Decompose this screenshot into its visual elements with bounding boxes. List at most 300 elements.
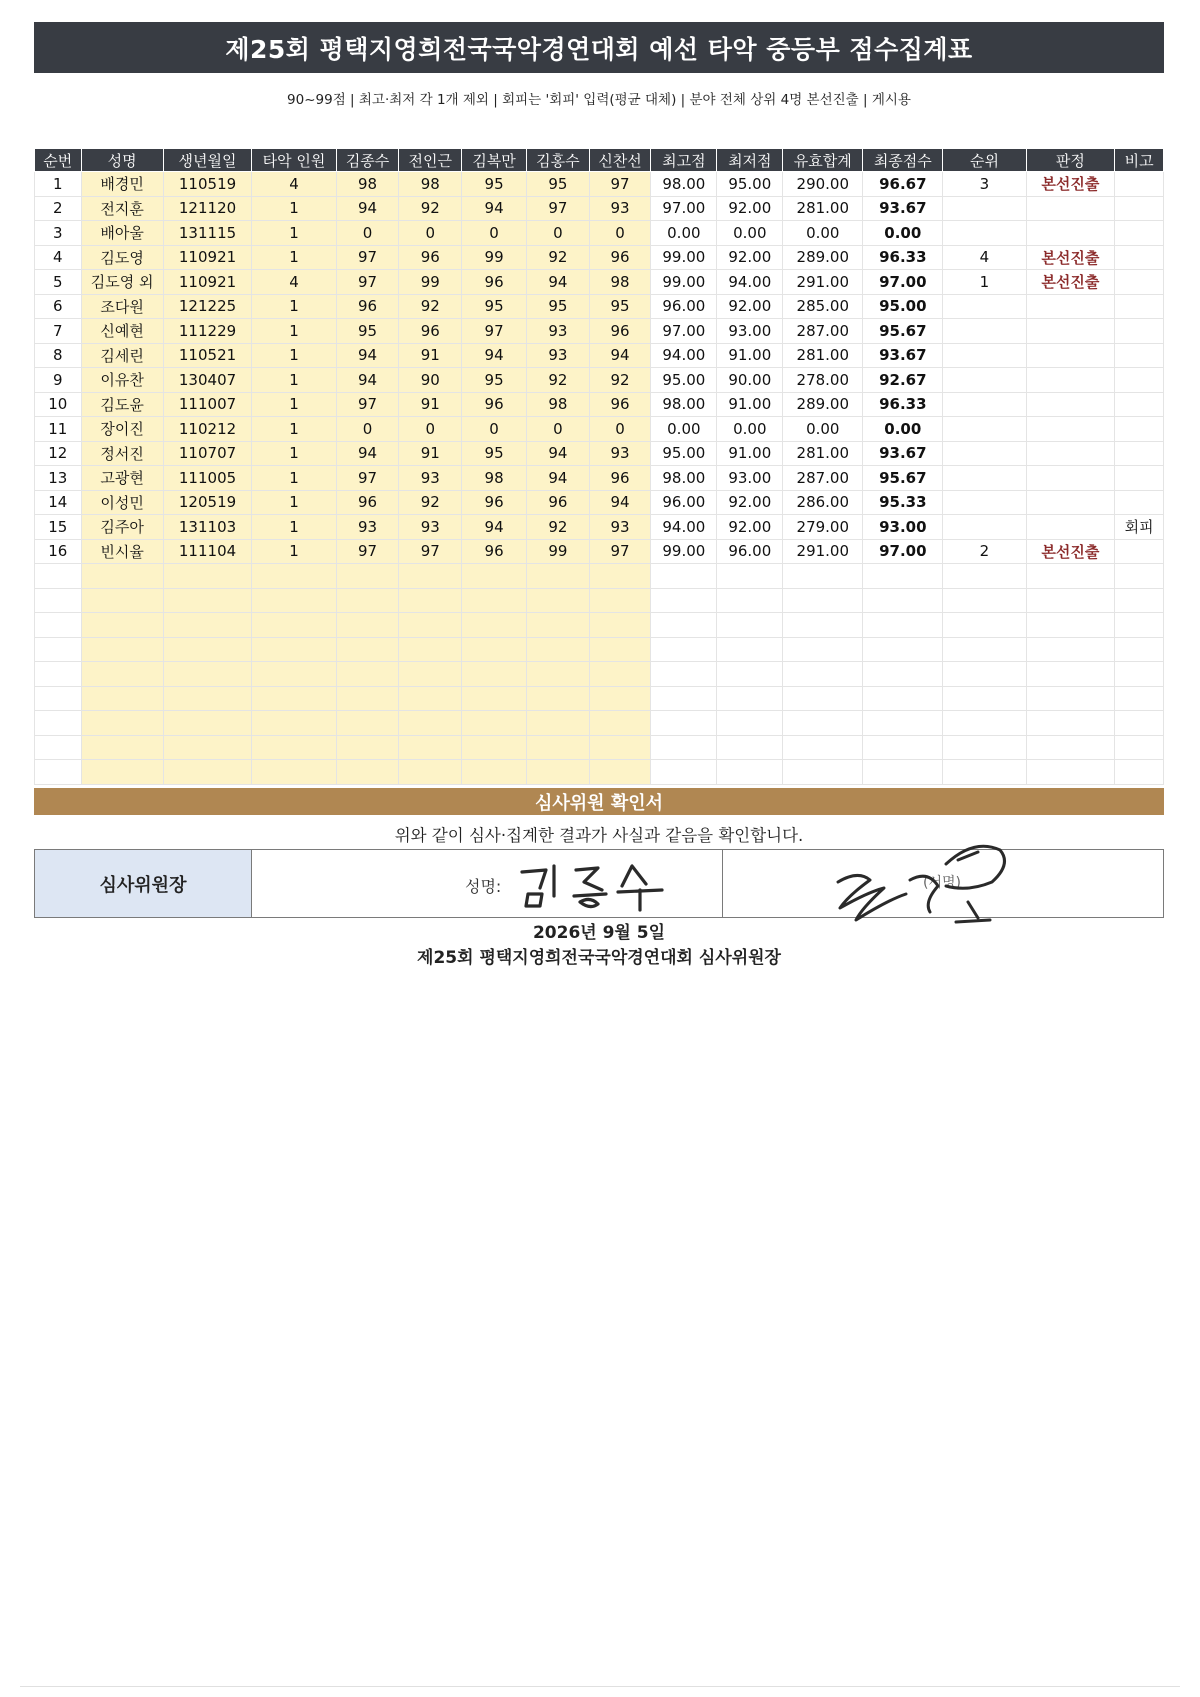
- cell-s3: 96: [462, 392, 527, 417]
- empty-cell: [863, 613, 943, 638]
- cell-name: 전지훈: [81, 196, 163, 221]
- cell-no: 1: [35, 172, 82, 197]
- cell-final: 95.67: [863, 319, 943, 344]
- cell-s1: 97: [336, 539, 399, 564]
- cell-s2: 92: [399, 196, 462, 221]
- empty-cell: [252, 564, 336, 589]
- cell-count: 1: [252, 490, 336, 515]
- cell-s1: 97: [336, 392, 399, 417]
- cell-s1: 94: [336, 343, 399, 368]
- col-header: 순위: [943, 149, 1026, 172]
- page-bottom-divider: [20, 1686, 1180, 1687]
- cell-max: 94.00: [651, 343, 717, 368]
- empty-cell: [35, 613, 82, 638]
- cell-note: [1115, 490, 1164, 515]
- cell-final: 95.00: [863, 294, 943, 319]
- empty-cell: [717, 686, 783, 711]
- empty-row: [35, 735, 1164, 760]
- cell-s1: 95: [336, 319, 399, 344]
- cell-no: 11: [35, 417, 82, 442]
- empty-cell: [81, 662, 163, 687]
- confirm-heading: 심사위원 확인서: [34, 788, 1164, 815]
- empty-cell: [252, 588, 336, 613]
- cell-verdict: [1026, 319, 1115, 344]
- empty-cell: [163, 662, 252, 687]
- empty-cell: [589, 686, 651, 711]
- cell-s5: 95: [589, 294, 651, 319]
- empty-cell: [527, 686, 590, 711]
- cell-rank: [943, 466, 1026, 491]
- empty-cell: [81, 686, 163, 711]
- cell-s2: 0: [399, 221, 462, 246]
- empty-cell: [717, 760, 783, 785]
- cell-count: 1: [252, 319, 336, 344]
- cell-s4: 0: [527, 221, 590, 246]
- cell-min: 0.00: [717, 221, 783, 246]
- col-header: 최고점: [651, 149, 717, 172]
- cell-s5: 97: [589, 539, 651, 564]
- empty-cell: [863, 686, 943, 711]
- col-header: 최저점: [717, 149, 783, 172]
- cell-s4: 99: [527, 539, 590, 564]
- cell-s5: 0: [589, 417, 651, 442]
- cell-min: 92.00: [717, 196, 783, 221]
- empty-cell: [336, 613, 399, 638]
- empty-cell: [399, 588, 462, 613]
- cell-sum: 279.00: [783, 515, 863, 540]
- cell-count: 1: [252, 196, 336, 221]
- cell-sum: 291.00: [783, 539, 863, 564]
- table-row: [35, 245, 1164, 270]
- cell-s4: 0: [527, 417, 590, 442]
- cell-no: 4: [35, 245, 82, 270]
- cell-min: 92.00: [717, 294, 783, 319]
- empty-cell: [527, 711, 590, 736]
- empty-cell: [943, 711, 1026, 736]
- col-header: 생년월일: [163, 149, 252, 172]
- cell-min: 92.00: [717, 490, 783, 515]
- empty-cell: [252, 760, 336, 785]
- empty-row: [35, 613, 1164, 638]
- empty-row: [35, 637, 1164, 662]
- empty-cell: [783, 760, 863, 785]
- empty-cell: [863, 662, 943, 687]
- confirm-date: 2026년 9월 5일: [532, 923, 666, 943]
- empty-cell: [527, 662, 590, 687]
- empty-cell: [527, 735, 590, 760]
- cell-min: 96.00: [717, 539, 783, 564]
- table-body: [35, 172, 1164, 785]
- empty-cell: [589, 637, 651, 662]
- empty-cell: [651, 711, 717, 736]
- empty-cell: [462, 588, 527, 613]
- cell-sum: 287.00: [783, 466, 863, 491]
- cell-final: 92.67: [863, 368, 943, 393]
- cell-rank: [943, 294, 1026, 319]
- empty-cell: [527, 613, 590, 638]
- empty-cell: [783, 613, 863, 638]
- cell-rank: [943, 417, 1026, 442]
- cell-note: [1115, 368, 1164, 393]
- cell-verdict: [1026, 441, 1115, 466]
- empty-cell: [35, 637, 82, 662]
- empty-cell: [336, 637, 399, 662]
- cell-s2: 96: [399, 319, 462, 344]
- cell-s3: 0: [462, 221, 527, 246]
- empty-cell: [527, 760, 590, 785]
- cell-sum: 287.00: [783, 319, 863, 344]
- cell-name: 조다원: [81, 294, 163, 319]
- cell-rank: [943, 515, 1026, 540]
- empty-cell: [1115, 564, 1164, 589]
- empty-cell: [717, 564, 783, 589]
- empty-cell: [35, 662, 82, 687]
- cell-no: 14: [35, 490, 82, 515]
- cell-rank: [943, 490, 1026, 515]
- cell-s4: 92: [527, 368, 590, 393]
- col-header: 최종점수: [863, 149, 943, 172]
- empty-cell: [1115, 662, 1164, 687]
- cell-s2: 91: [399, 441, 462, 466]
- cell-name: 장이진: [81, 417, 163, 442]
- cell-count: 1: [252, 392, 336, 417]
- cell-s2: 97: [399, 539, 462, 564]
- cell-verdict: 본선진출: [1026, 270, 1115, 295]
- cell-s5: 93: [589, 196, 651, 221]
- cell-final: 95.33: [863, 490, 943, 515]
- chief-judge-label: 심사위원장: [35, 850, 252, 917]
- cell-final: 96.33: [863, 392, 943, 417]
- cell-s2: 98: [399, 172, 462, 197]
- cell-sum: 281.00: [783, 441, 863, 466]
- cell-count: 1: [252, 441, 336, 466]
- cell-max: 99.00: [651, 539, 717, 564]
- empty-cell: [783, 735, 863, 760]
- seal-cell: [723, 850, 1163, 917]
- cell-s4: 94: [527, 441, 590, 466]
- empty-cell: [863, 637, 943, 662]
- empty-cell: [783, 564, 863, 589]
- cell-s2: 91: [399, 343, 462, 368]
- cell-s1: 97: [336, 466, 399, 491]
- cell-note: [1115, 392, 1164, 417]
- cell-s2: 91: [399, 392, 462, 417]
- empty-row: [35, 662, 1164, 687]
- cell-no: 15: [35, 515, 82, 540]
- empty-cell: [81, 637, 163, 662]
- empty-cell: [399, 637, 462, 662]
- cell-note: [1115, 466, 1164, 491]
- cell-count: 1: [252, 294, 336, 319]
- empty-cell: [943, 637, 1026, 662]
- cell-s3: 99: [462, 245, 527, 270]
- cell-note: 회피: [1115, 515, 1164, 540]
- table-row: [35, 196, 1164, 221]
- empty-cell: [1115, 735, 1164, 760]
- cell-sum: 281.00: [783, 343, 863, 368]
- empty-cell: [783, 711, 863, 736]
- empty-cell: [589, 662, 651, 687]
- cell-s5: 96: [589, 319, 651, 344]
- cell-max: 99.00: [651, 270, 717, 295]
- empty-cell: [651, 588, 717, 613]
- empty-cell: [163, 760, 252, 785]
- empty-cell: [651, 637, 717, 662]
- table-row: [35, 392, 1164, 417]
- cell-count: 1: [252, 245, 336, 270]
- table-row: [35, 441, 1164, 466]
- cell-note: [1115, 245, 1164, 270]
- cell-name: 이성민: [81, 490, 163, 515]
- cell-rank: [943, 196, 1026, 221]
- cell-s3: 96: [462, 490, 527, 515]
- cell-s1: 0: [336, 417, 399, 442]
- empty-cell: [589, 760, 651, 785]
- cell-s3: 94: [462, 343, 527, 368]
- cell-sum: 278.00: [783, 368, 863, 393]
- cell-rank: [943, 368, 1026, 393]
- cell-final: 93.67: [863, 196, 943, 221]
- cell-name: 배아울: [81, 221, 163, 246]
- empty-row: [35, 564, 1164, 589]
- cell-final: 0.00: [863, 417, 943, 442]
- cell-note: [1115, 539, 1164, 564]
- cell-s3: 0: [462, 417, 527, 442]
- empty-cell: [783, 662, 863, 687]
- table-row: [35, 294, 1164, 319]
- cell-no: 6: [35, 294, 82, 319]
- cell-name: 김주아: [81, 515, 163, 540]
- cell-min: 92.00: [717, 245, 783, 270]
- empty-cell: [589, 613, 651, 638]
- empty-cell: [81, 564, 163, 589]
- cell-birth: 131115: [163, 221, 252, 246]
- empty-cell: [651, 662, 717, 687]
- empty-cell: [35, 564, 82, 589]
- cell-s4: 94: [527, 270, 590, 295]
- cell-s1: 0: [336, 221, 399, 246]
- cell-no: 10: [35, 392, 82, 417]
- empty-cell: [1115, 637, 1164, 662]
- cell-s1: 97: [336, 245, 399, 270]
- empty-cell: [943, 662, 1026, 687]
- empty-cell: [35, 735, 82, 760]
- col-header: 김복만: [462, 149, 527, 172]
- empty-cell: [81, 613, 163, 638]
- empty-cell: [336, 588, 399, 613]
- empty-cell: [35, 760, 82, 785]
- empty-cell: [589, 735, 651, 760]
- cell-s3: 98: [462, 466, 527, 491]
- page-subtitle: 90~99점 | 최고·최저 각 1개 제외 | 회피는 '회피' 입력(평균 대체) | 분야 전체 상위 4명 본선진출 | 게시용: [287, 92, 911, 108]
- cell-s1: 93: [336, 515, 399, 540]
- cell-count: 1: [252, 539, 336, 564]
- cell-no: 2: [35, 196, 82, 221]
- empty-cell: [336, 686, 399, 711]
- empty-cell: [651, 735, 717, 760]
- cell-final: 95.67: [863, 466, 943, 491]
- cell-birth: 111229: [163, 319, 252, 344]
- empty-cell: [399, 613, 462, 638]
- cell-final: 93.67: [863, 343, 943, 368]
- empty-cell: [717, 662, 783, 687]
- cell-note: [1115, 221, 1164, 246]
- empty-cell: [1115, 760, 1164, 785]
- empty-cell: [252, 637, 336, 662]
- empty-cell: [589, 588, 651, 613]
- cell-s4: 95: [527, 172, 590, 197]
- empty-cell: [35, 686, 82, 711]
- empty-cell: [863, 564, 943, 589]
- cell-verdict: 본선진출: [1026, 172, 1115, 197]
- cell-note: [1115, 343, 1164, 368]
- cell-verdict: [1026, 392, 1115, 417]
- table-row: [35, 515, 1164, 540]
- cell-birth: 110519: [163, 172, 252, 197]
- empty-cell: [943, 686, 1026, 711]
- cell-verdict: [1026, 368, 1115, 393]
- cell-verdict: [1026, 515, 1115, 540]
- empty-cell: [651, 760, 717, 785]
- cell-min: 94.00: [717, 270, 783, 295]
- cell-name: 김도영: [81, 245, 163, 270]
- cell-birth: 121225: [163, 294, 252, 319]
- cell-max: 96.00: [651, 490, 717, 515]
- empty-cell: [163, 588, 252, 613]
- empty-row: [35, 588, 1164, 613]
- empty-cell: [252, 686, 336, 711]
- cell-min: 0.00: [717, 417, 783, 442]
- cell-s1: 96: [336, 294, 399, 319]
- cell-final: 93.67: [863, 441, 943, 466]
- cell-verdict: [1026, 221, 1115, 246]
- cell-rank: [943, 441, 1026, 466]
- cell-s4: 94: [527, 466, 590, 491]
- empty-cell: [783, 686, 863, 711]
- cell-s2: 99: [399, 270, 462, 295]
- table-row: [35, 221, 1164, 246]
- cell-rank: 2: [943, 539, 1026, 564]
- empty-cell: [943, 613, 1026, 638]
- cell-note: [1115, 196, 1164, 221]
- cell-max: 97.00: [651, 196, 717, 221]
- cell-max: 98.00: [651, 392, 717, 417]
- cell-s5: 94: [589, 343, 651, 368]
- cell-final: 0.00: [863, 221, 943, 246]
- cell-s4: 92: [527, 515, 590, 540]
- empty-cell: [589, 564, 651, 589]
- empty-cell: [943, 564, 1026, 589]
- cell-s3: 94: [462, 196, 527, 221]
- empty-cell: [651, 613, 717, 638]
- cell-s5: 96: [589, 466, 651, 491]
- empty-cell: [863, 735, 943, 760]
- cell-s3: 95: [462, 441, 527, 466]
- empty-cell: [462, 686, 527, 711]
- empty-cell: [336, 564, 399, 589]
- cell-verdict: [1026, 466, 1115, 491]
- empty-cell: [943, 588, 1026, 613]
- score-table: [34, 148, 1164, 785]
- cell-no: 16: [35, 539, 82, 564]
- cell-s1: 94: [336, 368, 399, 393]
- cell-min: 92.00: [717, 515, 783, 540]
- empty-cell: [1026, 735, 1115, 760]
- cell-sum: 285.00: [783, 294, 863, 319]
- cell-rank: [943, 319, 1026, 344]
- name-cell: [252, 850, 723, 917]
- cell-s3: 95: [462, 294, 527, 319]
- cell-birth: 110212: [163, 417, 252, 442]
- cell-rank: 1: [943, 270, 1026, 295]
- cell-s4: 93: [527, 319, 590, 344]
- cell-s4: 97: [527, 196, 590, 221]
- col-header: 전인근: [399, 149, 462, 172]
- page-title: 제25회 평택지영희전국국악경연대회 예선 타악 중등부 점수집계표: [34, 22, 1164, 73]
- cell-birth: 121120: [163, 196, 252, 221]
- empty-cell: [1026, 711, 1115, 736]
- empty-cell: [462, 711, 527, 736]
- cell-s1: 96: [336, 490, 399, 515]
- cell-max: 95.00: [651, 368, 717, 393]
- signature-box: [34, 849, 1164, 918]
- empty-cell: [1026, 613, 1115, 638]
- empty-cell: [527, 564, 590, 589]
- col-header: 유효합계: [783, 149, 863, 172]
- cell-s2: 96: [399, 245, 462, 270]
- cell-verdict: 본선진출: [1026, 245, 1115, 270]
- cell-count: 1: [252, 515, 336, 540]
- cell-birth: 111005: [163, 466, 252, 491]
- cell-name: 고광현: [81, 466, 163, 491]
- cell-birth: 111104: [163, 539, 252, 564]
- table-row: [35, 172, 1164, 197]
- empty-cell: [336, 760, 399, 785]
- cell-max: 98.00: [651, 172, 717, 197]
- cell-s5: 96: [589, 245, 651, 270]
- cell-s5: 93: [589, 515, 651, 540]
- empty-cell: [717, 588, 783, 613]
- cell-verdict: [1026, 343, 1115, 368]
- empty-cell: [163, 564, 252, 589]
- cell-min: 91.00: [717, 343, 783, 368]
- cell-s4: 93: [527, 343, 590, 368]
- empty-cell: [462, 564, 527, 589]
- empty-cell: [651, 686, 717, 711]
- cell-s4: 98: [527, 392, 590, 417]
- empty-cell: [1115, 613, 1164, 638]
- cell-s4: 92: [527, 245, 590, 270]
- cell-s5: 93: [589, 441, 651, 466]
- cell-s3: 94: [462, 515, 527, 540]
- empty-cell: [163, 711, 252, 736]
- empty-cell: [399, 662, 462, 687]
- cell-final: 97.00: [863, 270, 943, 295]
- empty-cell: [1026, 564, 1115, 589]
- empty-cell: [717, 735, 783, 760]
- cell-count: 1: [252, 343, 336, 368]
- cell-note: [1115, 294, 1164, 319]
- cell-max: 96.00: [651, 294, 717, 319]
- cell-count: 1: [252, 417, 336, 442]
- empty-cell: [336, 662, 399, 687]
- empty-cell: [399, 760, 462, 785]
- empty-cell: [81, 760, 163, 785]
- cell-note: [1115, 417, 1164, 442]
- cell-min: 93.00: [717, 466, 783, 491]
- cell-s3: 97: [462, 319, 527, 344]
- table-row: [35, 368, 1164, 393]
